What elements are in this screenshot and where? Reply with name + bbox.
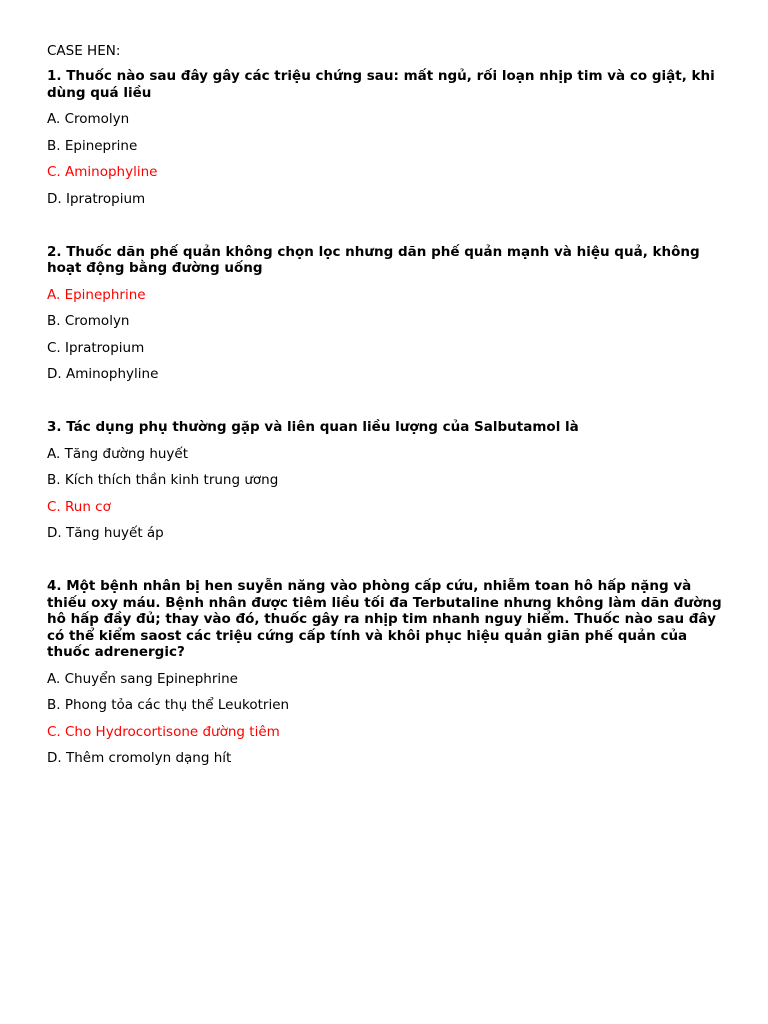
answer-option-a: A. Chuyển sang Epinephrine (47, 670, 238, 687)
answer-option-d: D. Aminophyline (47, 366, 159, 382)
document-page (47, 42, 727, 803)
question-text: 4. Một bệnh nhân bị hen suyễn năng vào phòng cấp cứu, nhiễm toan hô hấp nặng và thiếu oxy máu. Bệnh nhân được tiêm liều tối đa Terbutaline nhưng không làm dãn đường hô hấp đầy đủ; thay vào đó, thuốc gây ra nhịp tim nhanh nguy hiểm. Thuốc nào sau đây có thể kiểm saost các triệu cứng cấp tính và khôi phục hiệu quản giãn phế quản của thuốc adrenergic? (47, 578, 722, 660)
answer-option-d: D. Tăng huyết áp (47, 525, 164, 541)
answer-option-d: D. Thêm cromolyn dạng hít (47, 750, 232, 766)
answer-option-b: B. Phong tỏa các thụ thể Leukotrien (47, 697, 290, 713)
answer-option-b: B. Cromolyn (47, 313, 130, 329)
answer-option-c-correct: C. Cho Hydrocortisone đường tiêm (47, 723, 280, 740)
answer-option-d: D. Ipratropium (47, 190, 146, 207)
answer-option-a-correct: A. Epinephrine (47, 286, 146, 303)
answer-option-a: A. Cromolyn (47, 111, 130, 127)
answer-option-c-correct: C. Run cơ (47, 498, 111, 515)
question-text: 2. Thuốc dãn phế quản không chọn lọc nhưng dãn phế quản mạnh và hiệu quả, không hoạt động bằng đường uống (47, 243, 700, 276)
answer-option-b: B. Epineprine (47, 137, 138, 154)
question-block (47, 68, 727, 208)
question-block (47, 244, 727, 384)
question-block (47, 419, 727, 542)
answer-option-c-correct: C. Aminophyline (47, 164, 158, 180)
question-text: 1. Thuốc nào sau đây gây các triệu chứng sau: mất ngủ, rối loạn nhịp tim và co giật, khi dùng quá liều (47, 68, 715, 101)
answer-option-c: C. Ipratropium (47, 339, 145, 356)
answer-option-a: A. Tăng đường huyết (47, 445, 189, 462)
case-heading: CASE HEN: (47, 43, 121, 59)
question-block (47, 578, 727, 767)
question-text: 3. Tác dụng phụ thường gặp và liên quan liều lượng của Salbutamol là (47, 419, 579, 435)
answer-option-b: B. Kích thích thần kinh trung ương (47, 472, 279, 488)
